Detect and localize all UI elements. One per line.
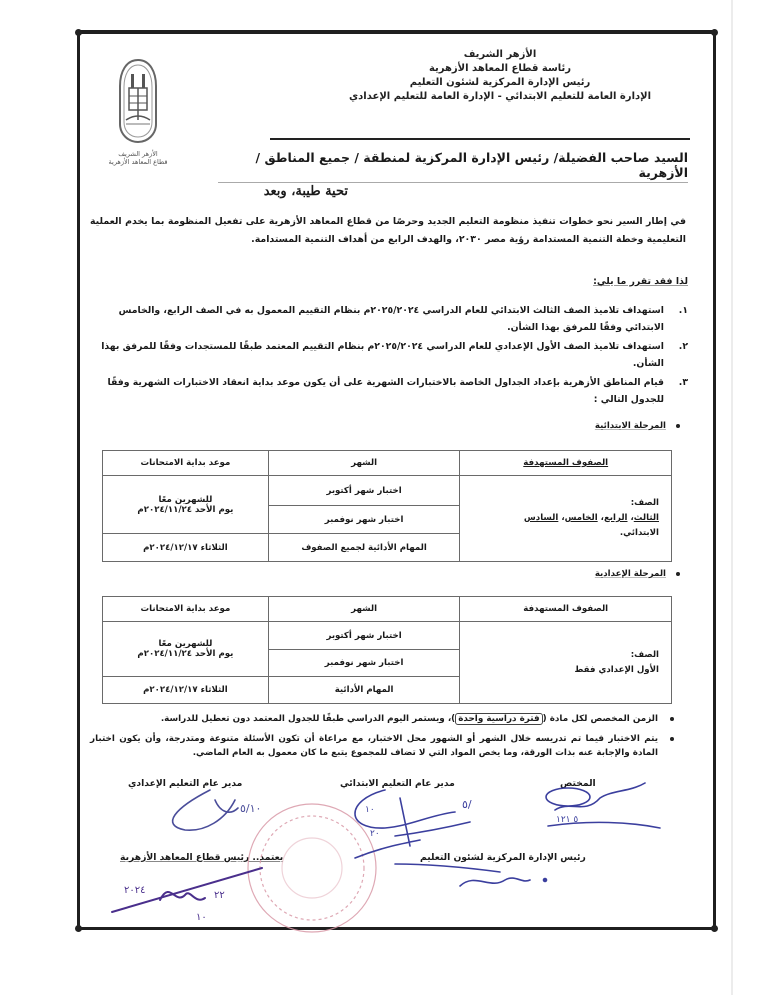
notes-list: [90, 712, 680, 766]
note-item: الزمن المخصص لكل مادة (فترة دراسية واحدة)، ويستمر اليوم الدراسي طبقًا للجدول المعتمد دون تعطيل للدراسة.: [90, 712, 680, 726]
decision-item: ١. استهداف تلاميذ الصف الثالث الابتدائي للعام الدراسي ٢٠٢٥/٢٠٢٤م بنظام التقييم المعمول به في الصف الرابع، والخامس الابتدائي وفقًا للمرفق بهذا الشأن.: [118, 305, 688, 333]
svg-text:٥/: ٥/: [462, 798, 472, 811]
table-row: اختبار شهر نوفمبر: [103, 650, 672, 677]
bullet-icon: [670, 717, 674, 721]
signature-label-approval: يعتمد.. رئيس قطاع المعاهد الأزهرية: [120, 852, 284, 863]
header-line-3: رئيس الإدارة المركزية لشئون التعليم: [409, 77, 591, 88]
svg-text:٢٢: ٢٢: [214, 890, 225, 901]
scan-edge: [731, 0, 733, 995]
target-grades-cell: الصف: الثالث، الرابع، الخامس، السادس الابتدائي.: [460, 476, 672, 562]
exam-date-cell: للشهرين معًا يوم الأحد ٢٠٢٤/١١/٢٤م: [103, 622, 269, 677]
header-line-2: رئاسة قطاع المعاهد الأزهرية: [428, 63, 572, 74]
primary-schedule-table: [102, 450, 672, 562]
salutation: السيد صاحب الفضيلة/ رئيس الإدارة المركزية لمنطقة / جميع المناطق / الأزهرية: [218, 150, 688, 183]
bullet-icon: [670, 737, 674, 741]
preparatory-schedule-table: [102, 596, 672, 704]
bullet-icon: [676, 424, 680, 428]
svg-text:١٠: ١٠: [196, 912, 207, 923]
signature-label-central-head: رئيس الإدارة المركزية لشئون التعليم: [420, 852, 586, 863]
letterhead: [300, 48, 700, 104]
signature-label-specialist: المختص: [560, 778, 596, 789]
al-azhar-emblem-icon: [118, 58, 158, 144]
bullet-icon: [676, 572, 680, 576]
stage-heading-preparatory: المرحلة الإعدادية: [595, 569, 680, 579]
svg-text:٥ ١٢١: ٥ ١٢١: [556, 815, 579, 825]
greeting: تحية طيبة، وبعد: [263, 184, 348, 199]
table-header-row: الصفوف المستهدفة الشهر موعد بداية الامتحانات: [103, 451, 672, 476]
header-line-1: الأزهر الشريف: [463, 49, 537, 60]
target-grades-cell: الصف: الأول الإعدادي فقط: [460, 622, 672, 704]
decision-item: ٢. استهداف تلاميذ الصف الأول الإعدادي للعام الدراسي ٢٠٢٥/٢٠٢٤م بنظام التقييم المعتمد طبقًا للمستجدات وفقًا للمرفق بهذا الشأن.: [101, 341, 688, 369]
signature-label-primary-director: مدير عام التعليم الابتدائي: [340, 778, 455, 789]
svg-text:٢٠: ٢٠: [370, 829, 380, 839]
table-row: اختبار شهر نوفمبر: [103, 506, 672, 534]
table-row: الصف: الأول الإعدادي فقط اختبار شهر أكتوبر للشهرين معًا يوم الأحد ٢٠٢٤/١١/٢٤م: [103, 622, 672, 650]
table-row: المهام الأدائية الثلاثاء ٢٠٢٤/١٢/١٧م: [103, 677, 672, 704]
note-item: يتم الاختبار فيما تم تدريسه خلال الشهر أو الشهور محل الاختبار، مع مراعاة أن تكون الأسئلة متنوعة ومتدرجة، وأن يكون اختبار المادة والإجابة عنه بذات الورقة، وما يخص المواد التي لا تضاف للمجموع يتبع ما كان معمول به العام الماضي.: [90, 732, 680, 760]
header-divider: [270, 138, 690, 140]
table-header-row: الصفوف المستهدفة الشهر موعد بداية الامتحانات: [103, 597, 672, 622]
decisions-list: [88, 302, 688, 410]
table-row: الصف: الثالث، الرابع، الخامس، السادس الابتدائي. اختبار شهر أكتوبر للشهرين معًا يوم الأحد ٢٠٢٤/١١/٢٤م: [103, 476, 672, 506]
svg-text:٥/١٠: ٥/١٠: [240, 802, 262, 815]
intro-paragraph: في إطار السير نحو خطوات تنفيذ منظومة التعليم الجديد وحرصًا من قطاع المعاهد الأزهرية على تفعيل المنظومة بما يخدم العملية التعليمية وخطة التنمية المستدامة رؤية مصر ٢٠٣٠، والهدف الرابع من أهداف التنمية المستدامة.: [90, 216, 686, 245]
svg-text:٢٠٢٤: ٢٠٢٤: [124, 885, 146, 896]
signature-label-prep-director: مدير عام التعليم الإعدادي: [128, 778, 243, 789]
stage-heading-primary: المرحلة الابتدائية: [595, 421, 680, 431]
table-row: المهام الأدائية لجميع الصفوف الثلاثاء ٢٠٢٤/١٢/١٧م: [103, 534, 672, 562]
header-line-4: الإدارة العامة للتعليم الابتدائي - الإدارة العامة للتعليم الإعدادي: [349, 91, 651, 102]
logo-caption: الأزهر الشريف قطاع المعاهد الأزهرية: [108, 150, 168, 166]
svg-text:١٠: ١٠: [365, 805, 375, 815]
decision-item: ٣. قيام المناطق الأزهرية بإعداد الجداول الخاصة بالاختبارات الشهرية على أن يكون موعد بداية انعقاد الاختبارات الشهرية وفقًا للجدول التالي :: [107, 377, 688, 405]
decided-heading: لذا فقد تقرر ما يلي:: [593, 276, 688, 287]
exam-date-cell: للشهرين معًا يوم الأحد ٢٠٢٤/١١/٢٤م: [103, 476, 269, 534]
